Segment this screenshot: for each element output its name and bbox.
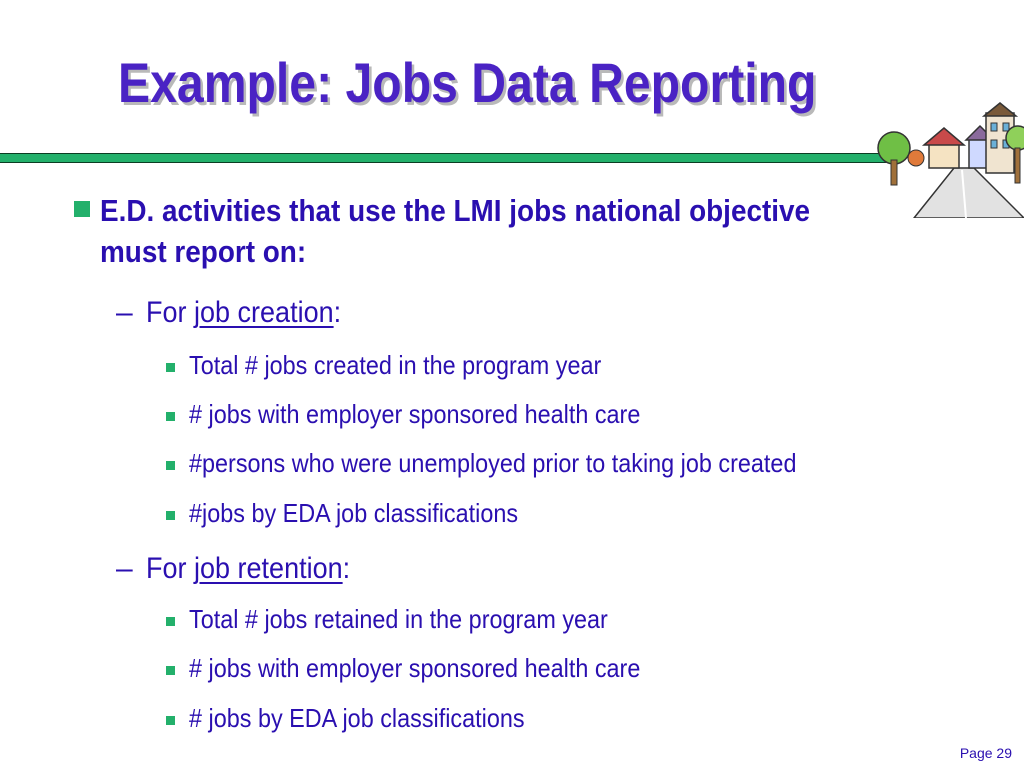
main-bullet-marker — [74, 201, 90, 217]
sub-bullet-marker — [166, 461, 175, 470]
section-suffix: : — [342, 552, 351, 585]
section-prefix: For — [146, 296, 195, 329]
list-item: # jobs with employer sponsored health care — [189, 399, 641, 429]
list-item: #jobs by EDA job classifications — [189, 498, 519, 528]
list-item: # jobs by EDA job classifications — [189, 703, 525, 733]
section-suffix: : — [333, 296, 342, 329]
section-prefix: For — [146, 552, 195, 585]
list-item: #persons who were unemployed prior to taking job created — [189, 448, 797, 478]
list-item: # jobs with employer sponsored health care — [189, 653, 641, 683]
section-heading-job-retention — [146, 552, 350, 586]
list-item: Total # jobs retained in the program year — [189, 604, 608, 634]
page-number: Page 29 — [959, 745, 1012, 761]
sub-bullet-marker — [166, 412, 175, 421]
main-bullet-text: E.D. activities that use the LMI jobs national objective must report on: — [100, 193, 811, 269]
sub-bullet-marker — [166, 617, 175, 626]
sub-bullet-marker — [166, 363, 175, 372]
section-heading-job-creation — [146, 296, 341, 330]
sub-bullet-marker — [166, 666, 175, 675]
sub-bullet-marker — [166, 511, 175, 520]
slide-title: Example: Jobs Data Reporting — [118, 51, 817, 114]
section-topic: job creation — [194, 296, 334, 329]
list-item: Total # jobs created in the program year — [189, 350, 602, 380]
section-dash-job-retention: – — [116, 552, 133, 585]
sub-bullet-marker — [166, 716, 175, 725]
section-dash-job-creation: – — [116, 296, 133, 329]
section-topic: job retention — [194, 552, 343, 585]
